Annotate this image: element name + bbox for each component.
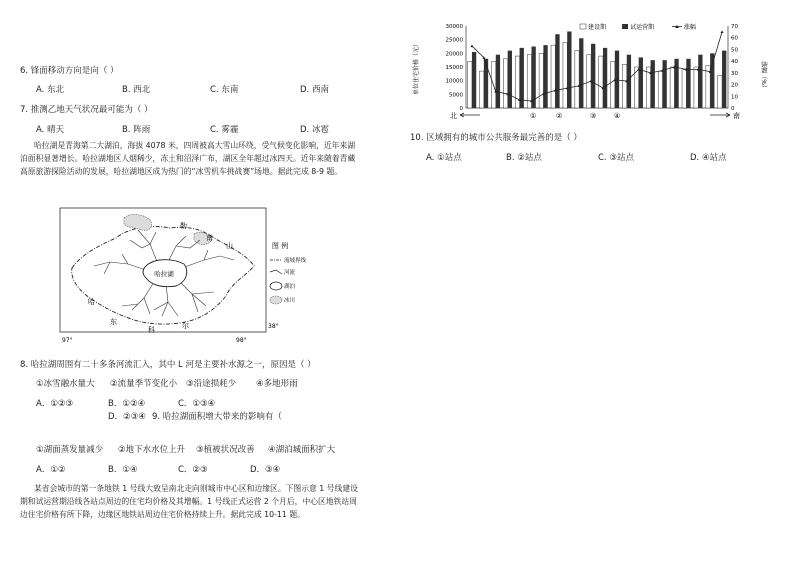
legend-swatch-trial	[622, 24, 628, 29]
bar-trial-period	[651, 60, 655, 108]
bar-trial-period	[722, 51, 726, 108]
y2-tick-label: 10	[731, 94, 738, 101]
bar-trial-period	[543, 45, 547, 108]
q6-option-a: A. 东北	[36, 85, 65, 95]
station-marker-1: ①	[530, 112, 537, 120]
y-tick-label: 5000	[449, 92, 463, 99]
q8-item-1: ①冰雪融水量大	[36, 379, 95, 389]
bar-build-period	[611, 62, 615, 108]
arrow-left-icon	[460, 113, 480, 117]
arrow-right-icon	[710, 113, 730, 117]
passage-metro: 某省会城市的第一条地铁 1 号线大致呈南北走向则城市中心区和边缘区。下图示意 1 号线建设期和试运营期沿线各站点周边的住宅均价格及其增幅。1 号线正式运营 2 个月后，中心区地铁站周边住宅价格有所下降，边缘区地铁站周边住宅价格持续上升。据此完成 10-11 题。	[20, 484, 358, 519]
q8-item-2: ②流量季节变化小	[110, 379, 178, 389]
bar-trial-period	[555, 34, 559, 108]
q9-option-d: D．③④	[250, 465, 281, 475]
q10-option-a: A. ①站点	[426, 153, 462, 163]
metro-price-chart	[410, 16, 780, 128]
q7-option-b: B. 阵雨	[122, 125, 151, 135]
q8-option-b: B．①②④	[108, 399, 146, 409]
bar-build-period	[468, 62, 472, 108]
bar-trial-period	[520, 48, 524, 108]
chart-north-label: 北	[450, 112, 457, 120]
bar-trial-period	[710, 53, 714, 108]
q7-option-d: D. 冰雹	[300, 125, 329, 135]
growth-point	[721, 30, 724, 33]
legend-label-lake: 湖泊	[284, 284, 296, 290]
map-label-ke: 科	[148, 326, 155, 334]
q7-option-c: C. 雾霾	[210, 125, 239, 135]
legend-label-boundary: 流域界线	[284, 258, 307, 264]
y-tick-label: 10000	[445, 78, 463, 85]
q7-stem: 7. 推测乙地天气状况最可能为（ ）	[20, 105, 153, 115]
lon-right-label: 98°	[236, 337, 247, 344]
q10-option-d: D. ④站点	[690, 153, 727, 163]
y2-tick-label: 40	[731, 59, 738, 66]
bar-build-period	[575, 51, 579, 108]
q9-item-3: ③植被状况改善	[196, 445, 255, 455]
bar-trial-period	[496, 55, 500, 108]
q8-option-a: A．①②③	[36, 399, 74, 409]
y2-tick-label: 50	[731, 47, 738, 54]
map-label-ha: 哈	[88, 298, 95, 306]
glacier-area-1	[124, 214, 152, 230]
lake-label: 哈拉湖	[154, 270, 174, 278]
q9-stem: 9. 哈拉湖面积增大带来的影响有（	[152, 412, 282, 422]
q10-stem: 10. 区域拥有的城市公共服务最完善的是（ ）	[410, 133, 582, 143]
y-tick-label: 15000	[445, 65, 463, 71]
q9-option-c: C．②③	[178, 465, 208, 475]
q9-option-a: A．①②	[36, 465, 66, 475]
bar-build-period	[503, 59, 507, 108]
map-label-dong: 东	[110, 318, 117, 326]
q8-item-4: ④多地形雨	[256, 379, 298, 389]
y2-tick-label: 70	[731, 24, 738, 30]
bar-build-period	[658, 71, 662, 108]
q6-stem: 6. 锋面移动方向是向（ ）	[20, 66, 119, 76]
chart-south-label: 南	[733, 112, 740, 120]
legend-label-trial: 试运营期	[630, 24, 655, 31]
legend-symbol-river	[270, 270, 282, 274]
legend-label-build: 建设期	[588, 24, 607, 31]
y2-tick-label: 20	[731, 82, 738, 89]
bar-trial-period	[603, 48, 607, 108]
lon-left-label: 97°	[62, 337, 73, 344]
bar-build-period	[599, 56, 603, 108]
legend-label-glacier: 冰川	[284, 298, 296, 304]
map-label-shan: 山	[226, 242, 233, 250]
bar-trial-period	[567, 31, 571, 108]
bar-build-period	[670, 67, 674, 108]
bar-trial-period	[591, 44, 595, 108]
y2-tick-label: 30	[731, 70, 738, 77]
chart-ylabel: 单位住宅价格（元）	[413, 40, 420, 96]
hala-lake-map	[58, 206, 307, 344]
q8-stem: 8. 哈拉湖周围有二十多条河流汇入，其中 L 河是主要补水源之一，原因是（ ）	[20, 360, 316, 370]
bar-trial-period	[615, 51, 619, 108]
lat-label: 38°	[268, 323, 279, 330]
y-tick-label: 0	[459, 106, 463, 112]
chart-y2label: 涨幅（%）	[760, 61, 767, 91]
legend-label-river: 河流	[284, 270, 296, 276]
bar-build-period	[694, 67, 698, 108]
bar-build-period	[527, 55, 531, 108]
bar-build-period	[480, 71, 484, 108]
station-marker-2: ②	[556, 112, 563, 120]
bar-trial-period	[639, 57, 643, 108]
bar-trial-period	[686, 59, 690, 108]
bar-build-period	[682, 70, 686, 108]
q6-option-d: D. 西南	[300, 85, 329, 95]
passage-hala-lake: 哈拉湖是青海第二大湖泊，海拔 4078 米，四周被高大雪山环绕，受气候变化影响，近年来湖泊面积显著增长。哈拉湖地区人烟稀少，冻土和沼泽广布，湖区全年超过冰四天。近年来随着青藏高原旅游探险活动的发展，哈拉湖地区成为热门的“冰雪机车挑战赛”场地。据此完成 8-9 题。	[20, 141, 356, 176]
map-label-nan: 南	[206, 234, 213, 242]
bar-trial-period	[472, 52, 476, 108]
bar-build-period	[539, 53, 543, 108]
q9-option-b: B．①④	[108, 465, 138, 475]
legend-label-growth: 涨幅	[684, 24, 697, 31]
station-marker-3: ③	[590, 112, 597, 120]
q8-item-3: ③沿途损耗少	[186, 379, 237, 389]
bar-build-period	[563, 42, 567, 108]
q8-option-c: C．①③④	[178, 399, 216, 409]
bar-build-period	[718, 75, 722, 108]
map-label-le: 勒	[180, 222, 187, 230]
q10-option-b: B. ②站点	[506, 153, 542, 163]
legend-symbol-glacier	[270, 296, 282, 304]
q9-item-4: ④湖泊城面积扩大	[268, 445, 336, 455]
q9-item-1: ①湖面蒸发量减少	[36, 445, 104, 455]
bar-trial-period	[698, 55, 702, 108]
q6-option-c: C. 东南	[210, 85, 239, 95]
station-marker-4: ④	[614, 112, 621, 120]
legend-swatch-build	[580, 24, 586, 29]
bar-trial-period	[484, 59, 488, 108]
q7-option-a: A. 晴天	[36, 125, 65, 135]
q8-option-d: D．②③④	[108, 412, 146, 422]
q10-option-c: C. ③站点	[598, 153, 634, 163]
bar-trial-period	[663, 60, 667, 108]
growth-point	[470, 44, 473, 47]
bar-trial-period	[674, 59, 678, 108]
q9-item-2: ②地下水水位上升	[118, 445, 186, 455]
legend-title: 图 例	[271, 242, 289, 250]
bar-trial-period	[579, 38, 583, 108]
y2-tick-label: 60	[731, 35, 738, 42]
y-tick-label: 25000	[445, 37, 463, 44]
bar-build-period	[622, 64, 626, 108]
bar-build-period	[551, 45, 555, 108]
map-label-er: 尔	[182, 322, 189, 330]
q6-option-b: B. 西北	[122, 85, 151, 95]
y-tick-label: 20000	[445, 51, 463, 58]
y2-tick-label: 0	[731, 106, 735, 112]
legend-symbol-lake	[270, 282, 282, 290]
bar-trial-period	[508, 51, 512, 108]
y-tick-label: 30000	[445, 24, 463, 30]
